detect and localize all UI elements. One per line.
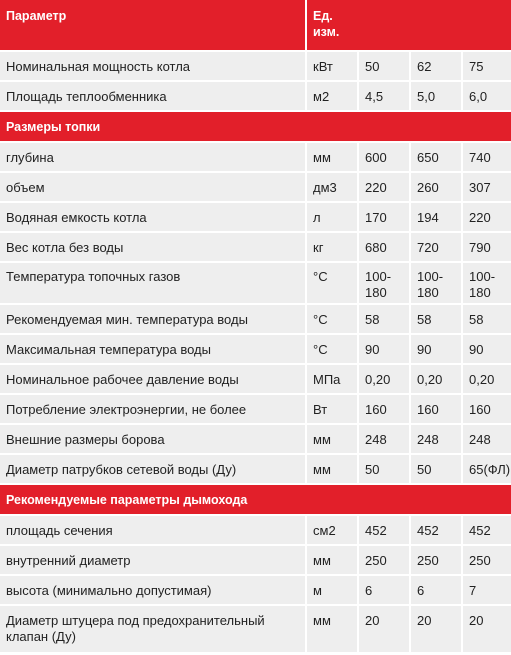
row-name: Максимальная температура воды <box>0 334 306 364</box>
row-value-1: 170 <box>358 202 410 232</box>
row-value-1: 220 <box>358 172 410 202</box>
table-row <box>0 334 511 364</box>
header-param: Параметр <box>0 0 306 51</box>
table-row <box>0 172 511 202</box>
row-value-1: 100- 180 <box>358 262 410 304</box>
row-value-3: 220 <box>462 202 511 232</box>
row-value-3: 7 <box>462 575 511 605</box>
row-value-2: 58 <box>410 304 462 334</box>
row-unit: МПа <box>306 364 358 394</box>
row-value-1: 680 <box>358 232 410 262</box>
row-name: внутренний диаметр <box>0 545 306 575</box>
row-value-2: 248 <box>410 424 462 454</box>
row-unit: °С <box>306 304 358 334</box>
section-header <box>0 484 511 515</box>
row-name: Водяная емкость котла <box>0 202 306 232</box>
row-value-1: 6 <box>358 575 410 605</box>
row-name: Номинальная мощность котла <box>0 51 306 81</box>
table-row <box>0 81 511 111</box>
row-value-2: 6 <box>410 575 462 605</box>
row-unit: см2 <box>306 515 358 545</box>
table-row <box>0 51 511 81</box>
row-value-3: 6,0 <box>462 81 511 111</box>
table-row <box>0 605 511 653</box>
row-value-1: 160 <box>358 394 410 424</box>
row-value-3: 740 <box>462 142 511 172</box>
row-value-1: 50 <box>358 454 410 484</box>
table-header-row <box>0 0 511 51</box>
row-value-3: 20 <box>462 605 511 653</box>
row-value-1: 452 <box>358 515 410 545</box>
row-value-3: 0,20 <box>462 364 511 394</box>
row-name: Потребление электроэнергии, не более <box>0 394 306 424</box>
table-row <box>0 394 511 424</box>
row-name: площадь сечения <box>0 515 306 545</box>
row-name: глубина <box>0 142 306 172</box>
row-value-2: 452 <box>410 515 462 545</box>
row-value-3: 250 <box>462 545 511 575</box>
row-value-1: 600 <box>358 142 410 172</box>
table-row <box>0 364 511 394</box>
table-row <box>0 232 511 262</box>
section-title-furnace: Размеры топки <box>0 111 511 142</box>
row-name: высота (минимально допустимая) <box>0 575 306 605</box>
row-value-1: 250 <box>358 545 410 575</box>
row-name: Температура топочных газов <box>0 262 306 304</box>
row-name: объем <box>0 172 306 202</box>
row-value-3: 248 <box>462 424 511 454</box>
row-value-1: 90 <box>358 334 410 364</box>
row-unit: мм <box>306 454 358 484</box>
row-unit: л <box>306 202 358 232</box>
row-unit: Вт <box>306 394 358 424</box>
row-value-2: 720 <box>410 232 462 262</box>
row-unit: мм <box>306 545 358 575</box>
row-name: Диаметр штуцера под предохранительный клапан (Ду) <box>0 605 306 653</box>
row-value-3: 160 <box>462 394 511 424</box>
row-value-3: 58 <box>462 304 511 334</box>
table-row <box>0 424 511 454</box>
row-value-2: 90 <box>410 334 462 364</box>
row-name: Рекомендуемая мин. температура воды <box>0 304 306 334</box>
table-row <box>0 262 511 304</box>
table-row <box>0 515 511 545</box>
row-value-3: 90 <box>462 334 511 364</box>
table-row <box>0 202 511 232</box>
row-name: Площадь теплообменника <box>0 81 306 111</box>
row-name: Внешние размеры борова <box>0 424 306 454</box>
row-value-1: 20 <box>358 605 410 653</box>
row-value-3: 307 <box>462 172 511 202</box>
row-value-1: 4,5 <box>358 81 410 111</box>
row-value-2: 194 <box>410 202 462 232</box>
row-name: Номинальное рабочее давление воды <box>0 364 306 394</box>
header-unit: Ед. изм. <box>306 0 358 51</box>
row-unit: °С <box>306 262 358 304</box>
table-row <box>0 545 511 575</box>
row-value-2: 50 <box>410 454 462 484</box>
row-value-1: 50 <box>358 51 410 81</box>
row-value-1: 58 <box>358 304 410 334</box>
row-unit: дм3 <box>306 172 358 202</box>
row-unit: мм <box>306 142 358 172</box>
table-row <box>0 304 511 334</box>
row-value-2: 260 <box>410 172 462 202</box>
table-row <box>0 575 511 605</box>
row-unit: кВт <box>306 51 358 81</box>
row-value-2: 62 <box>410 51 462 81</box>
row-value-2: 160 <box>410 394 462 424</box>
row-value-3: 100- 180 <box>462 262 511 304</box>
table-row <box>0 142 511 172</box>
row-value-3: 452 <box>462 515 511 545</box>
section-header <box>0 111 511 142</box>
row-unit: мм <box>306 605 358 653</box>
row-unit: мм <box>306 424 358 454</box>
row-unit: м2 <box>306 81 358 111</box>
row-value-2: 20 <box>410 605 462 653</box>
row-unit: м <box>306 575 358 605</box>
row-value-3: 75 <box>462 51 511 81</box>
row-unit: кг <box>306 232 358 262</box>
row-value-3: 65(ФЛ) <box>462 454 511 484</box>
row-value-2: 650 <box>410 142 462 172</box>
row-unit: °С <box>306 334 358 364</box>
row-value-1: 248 <box>358 424 410 454</box>
row-value-2: 100- 180 <box>410 262 462 304</box>
row-value-2: 0,20 <box>410 364 462 394</box>
row-value-2: 250 <box>410 545 462 575</box>
table-row <box>0 454 511 484</box>
row-name: Диаметр патрубков сетевой воды (Ду) <box>0 454 306 484</box>
row-value-3: 790 <box>462 232 511 262</box>
row-value-2: 5,0 <box>410 81 462 111</box>
row-value-1: 0,20 <box>358 364 410 394</box>
section-title-chimney: Рекомендуемые параметры дымохода <box>0 484 511 515</box>
row-name: Вес котла без воды <box>0 232 306 262</box>
